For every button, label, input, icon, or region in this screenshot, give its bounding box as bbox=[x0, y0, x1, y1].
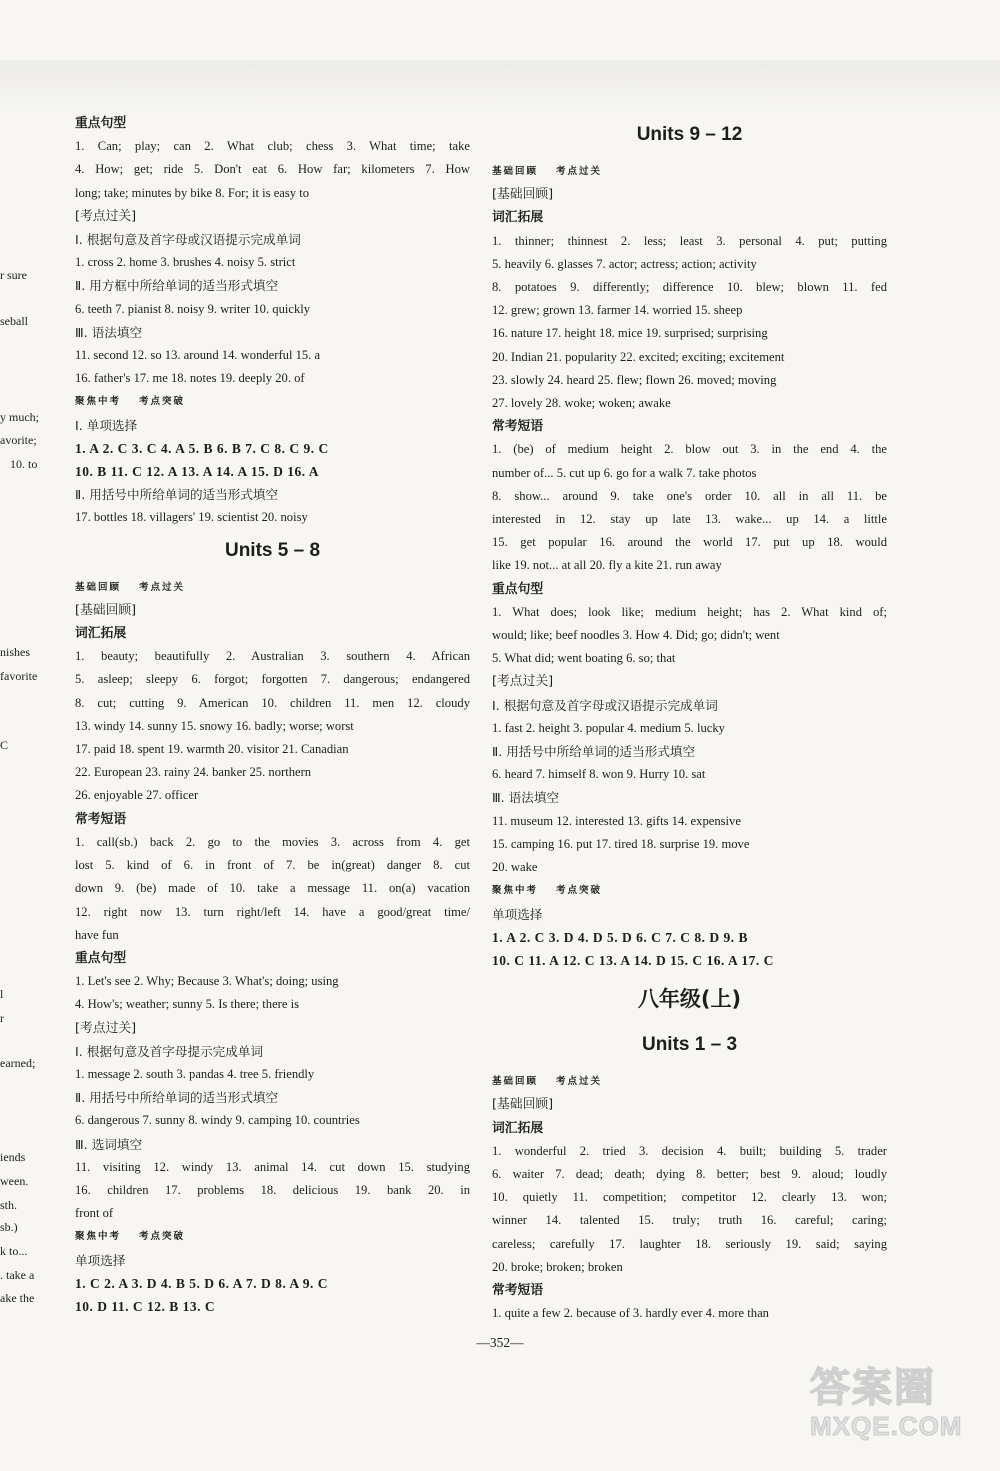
answer-line: interested in 12. stay up late 13. wake... up 14. a little bbox=[492, 512, 887, 527]
answer-line: 5. What did; went boating 6. so; that bbox=[492, 651, 676, 666]
section-banner: 基础回顾 考点过关 bbox=[492, 166, 603, 177]
answer-line: winner 14. talented 15. truly; truth 16. careful; caring; bbox=[492, 1213, 887, 1228]
exercise-heading: Ⅲ. 语法填空 bbox=[492, 790, 560, 806]
section-banner: 基础回顾 考点过关 bbox=[492, 1076, 603, 1088]
answer-line: 5. heavily 6. glasses 7. actor; actress; action; activity bbox=[492, 256, 757, 271]
section-heading: 重点句型 bbox=[492, 581, 544, 597]
answer-line: 1. call(sb.) back 2. go to the movies 3. across from 4. get bbox=[75, 834, 470, 849]
answer-line: 17. bottles 18. villagers' 19. scientist 20. noisy bbox=[75, 510, 308, 525]
answer-line: 1. cross 2. home 3. brushes 4. noisy 5. strict bbox=[75, 255, 296, 270]
margin-fragment: nishes bbox=[0, 645, 30, 659]
answer-line: 15. get popular 16. around the world 17. put up 18. would bbox=[492, 535, 887, 550]
bracket-heading: [考点过关] bbox=[75, 208, 137, 224]
answer-line: 27. lovely 28. woke; woken; awake bbox=[492, 396, 671, 411]
answer-line: front of bbox=[75, 1206, 114, 1221]
unit-title: Units 1 – 3 bbox=[641, 1034, 738, 1056]
answer-line: 6. heard 7. himself 8. won 9. Hurry 10. sat bbox=[492, 767, 706, 782]
answer-line: 10. quietly 11. competition; competitor 12. clearly 13. won; bbox=[492, 1190, 887, 1205]
answer-line: 6. dangerous 7. sunny 8. windy 9. camping 10. countries bbox=[75, 1113, 360, 1128]
margin-fragment: seball bbox=[0, 314, 28, 328]
answer-line: 17. paid 18. spent 19. warmth 20. visitor 21. Canadian bbox=[75, 742, 349, 757]
answer-line: 11. second 12. so 13. around 14. wonderful 15. a bbox=[75, 348, 321, 363]
section-banner: 聚焦中考 考点突破 bbox=[492, 885, 603, 897]
answer-line: 23. slowly 24. heard 25. flew; flown 26. moved; moving bbox=[492, 372, 777, 387]
margin-fragment: sb.) bbox=[0, 1220, 18, 1234]
bracket-heading: [考点过关] bbox=[492, 674, 554, 690]
answer-line: 20. wake bbox=[492, 860, 538, 875]
exercise-heading: Ⅰ. 根据句意及首字母或汉语提示完成单词 bbox=[75, 232, 301, 248]
watermark-mark: 答案圈 bbox=[810, 1365, 936, 1411]
previous-page-margin bbox=[0, 0, 48, 1471]
answer-line: have fun bbox=[75, 927, 119, 942]
answer-line: 1. quite a few 2. because of 3. hardly ever 4. more than bbox=[492, 1306, 769, 1321]
unit-title: Units 5 – 8 bbox=[224, 539, 321, 561]
answer-line: like 19. not... at all 20. fly a kite 21. run away bbox=[492, 558, 722, 573]
right-column bbox=[492, 120, 887, 1325]
section-heading: 词汇拓展 bbox=[75, 626, 127, 642]
answer-line: 20. Indian 21. popularity 22. excited; exciting; excitement bbox=[492, 349, 785, 364]
margin-fragment: y much; bbox=[0, 410, 39, 424]
answer-line: 20. broke; broken; broken bbox=[492, 1259, 623, 1274]
answer-line: 1. thinner; thinnest 2. less; least 3. personal 4. put; putting bbox=[492, 233, 887, 248]
answer-key-line: 10. B 11. C 12. A 13. A 14. A 15. D 16. A bbox=[75, 464, 320, 480]
unit-title: Units 9 – 12 bbox=[636, 124, 743, 145]
section-heading: 常考短语 bbox=[492, 1282, 544, 1298]
section-heading: 词汇拓展 bbox=[492, 210, 544, 226]
answer-line: 16. nature 17. height 18. mice 19. surprised; surprising bbox=[492, 326, 768, 341]
answer-line: number of... 5. cut up 6. go for a walk 7. take photos bbox=[492, 465, 757, 480]
bracket-heading: [考点过关] bbox=[75, 1020, 137, 1036]
answer-line: careless; carefully 17. laughter 18. seriously 19. said; saying bbox=[492, 1236, 887, 1251]
exercise-heading: Ⅱ. 用方框中所给单词的适当形式填空 bbox=[75, 278, 279, 294]
answer-line: lost 5. kind of 6. in front of 7. be in(great) danger 8. cut bbox=[75, 858, 470, 873]
margin-fragment: ake the bbox=[0, 1291, 35, 1305]
answer-line: 1. (be) of medium height 2. blow out 3. in the end 4. the bbox=[492, 442, 887, 457]
exercise-heading: Ⅰ. 根据句意及首字母或汉语提示完成单词 bbox=[492, 697, 718, 713]
answer-line: 8. potatoes 9. differently; difference 10. blew; blown 11. fed bbox=[492, 280, 887, 295]
answer-line: 1. What does; look like; medium height; has 2. What kind of; bbox=[492, 604, 887, 619]
exercise-heading: Ⅱ. 用括号中所给单词的适当形式填空 bbox=[75, 487, 279, 503]
margin-fragment: C bbox=[0, 738, 9, 752]
answer-line: would; like; beef noodles 3. How 4. Did; go; didn't; went bbox=[492, 628, 780, 643]
answer-line: 15. camping 16. put 17. tired 18. surprise 19. move bbox=[492, 836, 750, 851]
answer-line: down 9. (be) made of 10. take a message 11. on(a) vacation bbox=[75, 881, 470, 896]
answer-line: 16. father's 17. me 18. notes 19. deeply 20. of bbox=[75, 371, 305, 386]
answer-line: 1. Let's see 2. Why; Because 3. What's; doing; using bbox=[75, 974, 339, 989]
margin-fragment: 10. to bbox=[10, 457, 38, 471]
section-heading: 词汇拓展 bbox=[492, 1120, 544, 1136]
margin-fragment: iends bbox=[0, 1150, 26, 1164]
answer-line: 13. windy 14. sunny 15. snowy 16. badly; worse; worst bbox=[75, 718, 354, 733]
answer-line: 26. enjoyable 27. officer bbox=[75, 788, 199, 803]
section-heading: 重点句型 bbox=[75, 950, 127, 966]
page-top-shadow bbox=[0, 60, 1000, 110]
answer-line: 16. children 17. problems 18. delicious 19. bank 20. in bbox=[75, 1182, 470, 1197]
answer-line: 8. show... around 9. take one's order 10. all in all 11. be bbox=[492, 488, 887, 503]
margin-fragment: earned; bbox=[0, 1056, 36, 1070]
bracket-heading: [基础回顾] bbox=[492, 1097, 554, 1113]
watermark-logo bbox=[810, 1365, 980, 1455]
answer-line: 4. How's; weather; sunny 5. Is there; there is bbox=[75, 997, 300, 1012]
answer-line: long; take; minutes by bike 8. For; it is easy to bbox=[75, 185, 310, 200]
answer-line: 6. waiter 7. dead; death; dying 8. better; best 9. aloud; loudly bbox=[492, 1166, 887, 1181]
section-banner: 聚焦中考 考点突破 bbox=[75, 1231, 186, 1243]
answer-key-line: 10. C 11. A 12. C 13. A 14. D 15. C 16. A 17. C bbox=[492, 952, 774, 968]
answer-key-line: 1. C 2. A 3. D 4. B 5. D 6. A 7. D 8. A 9. C bbox=[75, 1275, 329, 1291]
answer-line: 1. Can; play; can 2. What club; chess 3. What time; take bbox=[75, 139, 470, 154]
answer-key-line: 10. D 11. C 12. B 13. C bbox=[75, 1298, 216, 1314]
left-column bbox=[75, 112, 470, 1318]
answer-line: 1. beauty; beautifully 2. Australian 3. southern 4. African bbox=[75, 649, 470, 664]
margin-fragment: r bbox=[0, 1011, 4, 1025]
answer-line: 11. visiting 12. windy 13. animal 14. cut down 15. studying bbox=[75, 1159, 470, 1174]
answer-line: 1. message 2. south 3. pandas 4. tree 5. friendly bbox=[75, 1066, 315, 1081]
margin-fragment: ween. bbox=[0, 1174, 29, 1188]
bracket-heading: [基础回顾] bbox=[492, 187, 554, 203]
answer-line: 1. fast 2. height 3. popular 4. medium 5. lucky bbox=[492, 720, 725, 735]
answer-line: 5. asleep; sleepy 6. forgot; forgotten 7. dangerous; endangered bbox=[75, 672, 470, 687]
answer-key-line: 1. A 2. C 3. C 4. A 5. B 6. B 7. C 8. C 9. C bbox=[75, 440, 329, 456]
section-banner: 基础回顾 考点过关 bbox=[75, 581, 186, 593]
answer-line: 22. European 23. rainy 24. banker 25. northern bbox=[75, 765, 312, 780]
answer-line: 1. wonderful 2. tried 3. decision 4. built; building 5. trader bbox=[492, 1143, 887, 1158]
margin-fragment: l bbox=[0, 987, 4, 1001]
exercise-heading: Ⅱ. 用括号中所给单词的适当形式填空 bbox=[75, 1090, 279, 1106]
answer-line: 12. grew; grown 13. farmer 14. worried 15. sheep bbox=[492, 303, 743, 318]
margin-fragment: favorite bbox=[0, 669, 38, 683]
exercise-heading: Ⅰ. 根据句意及首字母提示完成单词 bbox=[75, 1043, 264, 1059]
margin-fragment: sth. bbox=[0, 1198, 18, 1212]
margin-fragment: avorite; bbox=[0, 433, 37, 447]
answer-line: 12. right now 13. turn right/left 14. have a good/great time/ bbox=[75, 904, 470, 919]
exercise-heading: 单项选择 bbox=[492, 906, 543, 922]
watermark-url: MXQE.COM bbox=[810, 1411, 963, 1441]
margin-fragment: r sure bbox=[0, 268, 27, 282]
exercise-heading: Ⅰ. 单项选择 bbox=[75, 417, 138, 433]
margin-fragment: . take a bbox=[0, 1268, 35, 1282]
section-heading: 常考短语 bbox=[75, 811, 127, 827]
section-heading: 常考短语 bbox=[492, 419, 544, 435]
exercise-heading: Ⅲ. 语法填空 bbox=[75, 324, 143, 340]
grade-title: 八年级(上) bbox=[637, 987, 742, 1012]
section-heading: 重点句型 bbox=[75, 116, 127, 131]
answer-line: 6. teeth 7. pianist 8. noisy 9. writer 10. quickly bbox=[75, 301, 311, 316]
margin-fragment: k to... bbox=[0, 1244, 28, 1258]
bracket-heading: [基础回顾] bbox=[75, 602, 137, 618]
answer-key-line: 1. A 2. C 3. D 4. D 5. D 6. C 7. C 8. D 9. B bbox=[492, 929, 749, 945]
answer-line: 11. museum 12. interested 13. gifts 14. expensive bbox=[492, 813, 741, 828]
exercise-heading: Ⅲ. 选词填空 bbox=[75, 1136, 143, 1152]
answer-line: 8. cut; cutting 9. American 10. children 11. men 12. cloudy bbox=[75, 695, 470, 710]
section-banner: 聚焦中考 考点突破 bbox=[75, 396, 186, 408]
exercise-heading: 单项选择 bbox=[75, 1252, 126, 1268]
answer-line: 4. How; get; ride 5. Don't eat 6. How far; kilometers 7. How bbox=[75, 162, 470, 177]
exercise-heading: Ⅱ. 用括号中所给单词的适当形式填空 bbox=[492, 744, 696, 760]
page-number: —352— bbox=[476, 1335, 524, 1350]
